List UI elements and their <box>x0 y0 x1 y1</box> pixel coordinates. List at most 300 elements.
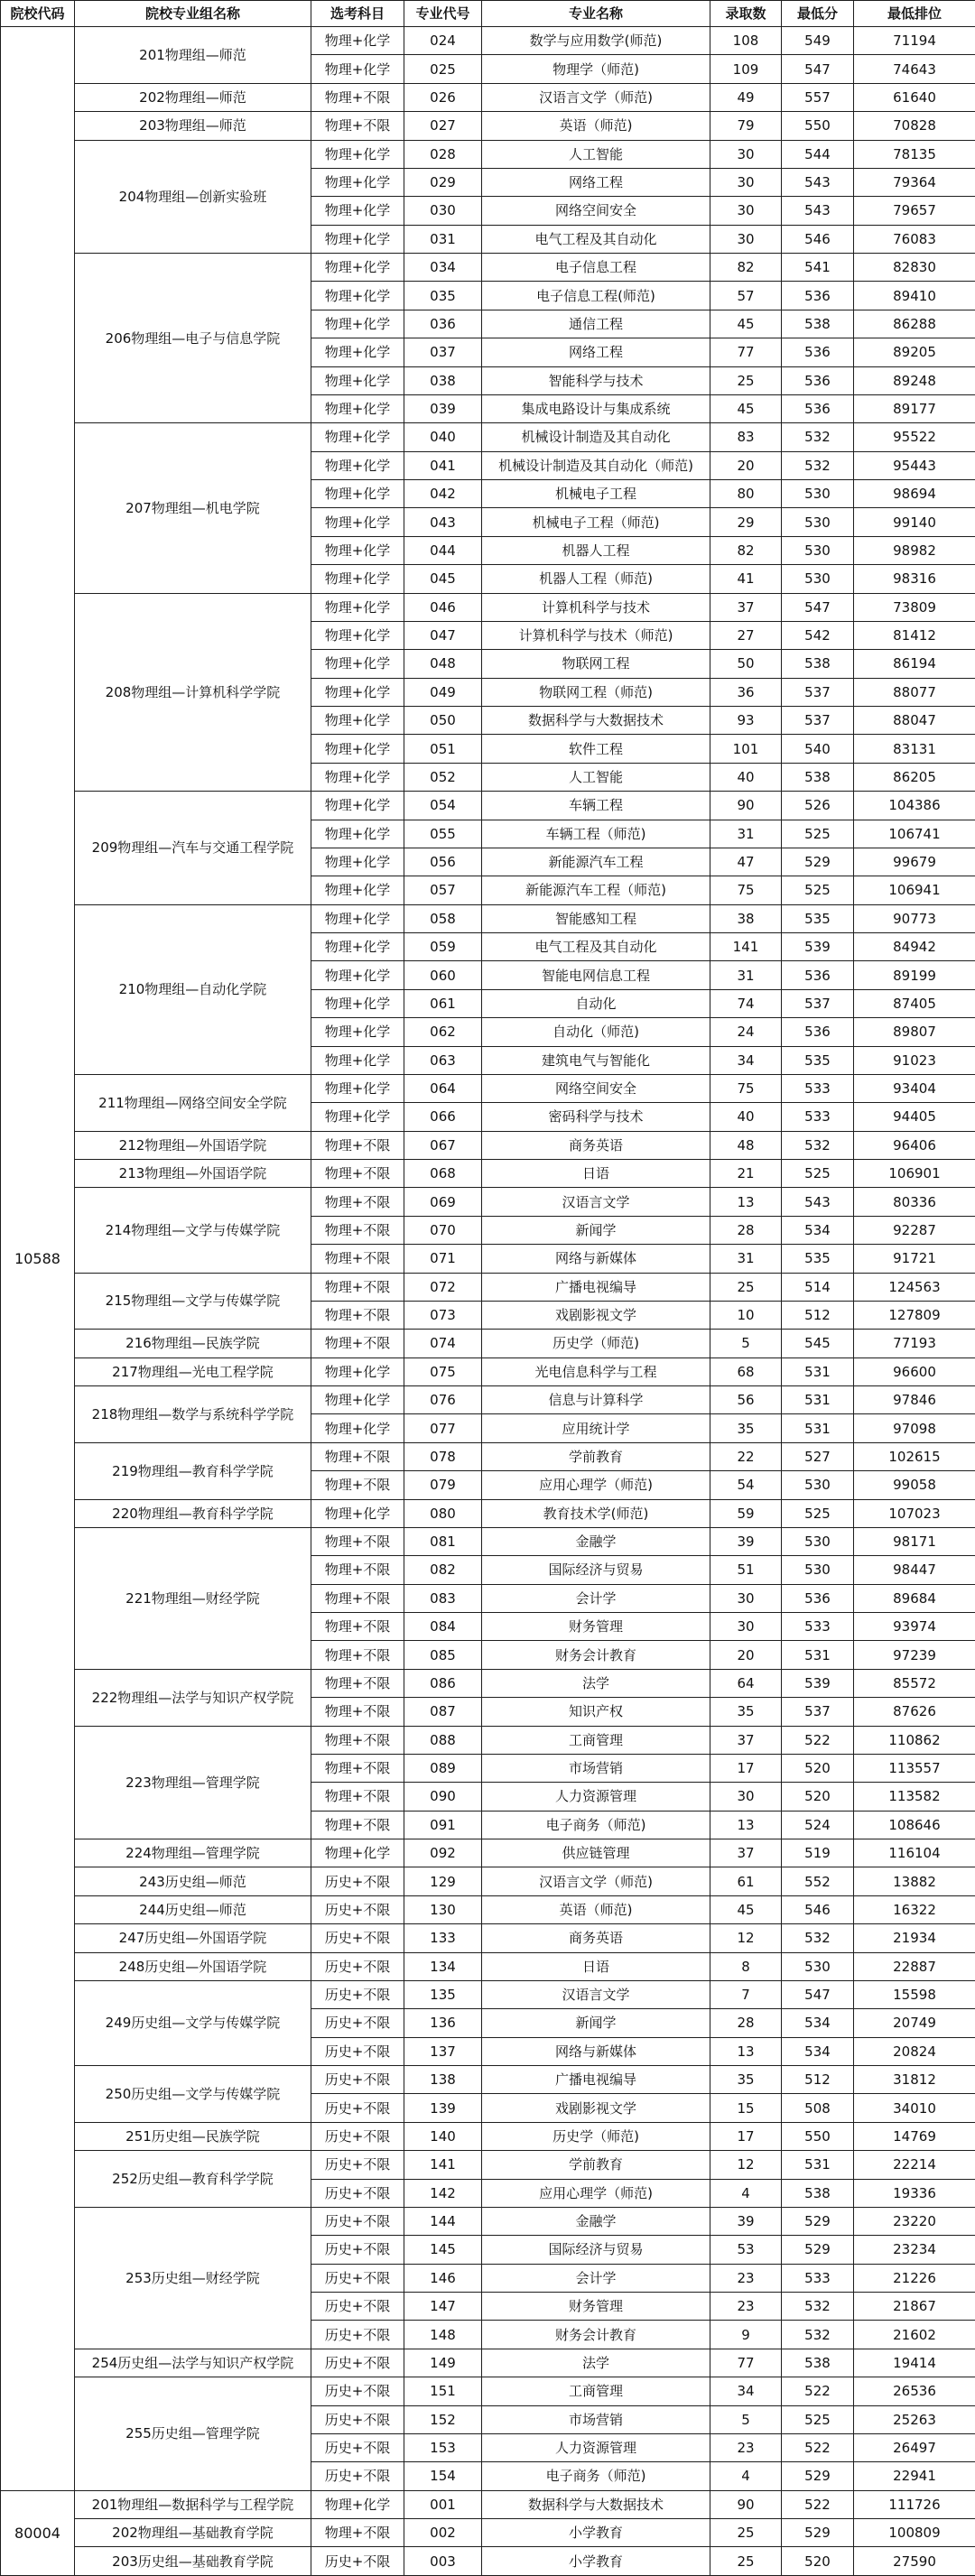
min-score-cell: 525 <box>782 1160 854 1188</box>
min-rank-cell: 100809 <box>854 2519 975 2547</box>
min-score-cell: 520 <box>782 1783 854 1811</box>
admitted-cell: 35 <box>710 1414 782 1442</box>
table-row <box>1 1867 975 1895</box>
admitted-cell: 35 <box>710 2066 782 2094</box>
major-name-cell: 网络与新媒体 <box>482 2037 710 2065</box>
major-code-cell: 040 <box>404 423 482 451</box>
min-score-cell: 538 <box>782 310 854 338</box>
admitted-cell: 17 <box>710 2122 782 2150</box>
min-rank-cell: 113557 <box>854 1754 975 1782</box>
major-name-cell: 建筑电气与智能化 <box>482 1046 710 1074</box>
table-row <box>1 2066 975 2094</box>
min-score-cell: 538 <box>782 650 854 678</box>
min-rank-cell: 26536 <box>854 2377 975 2405</box>
subjects-cell: 物理+化学 <box>311 197 404 225</box>
major-name-cell: 应用心理学（师范) <box>482 2179 710 2207</box>
group-name-cell: 250历史组—文学与传媒学院 <box>75 2066 311 2123</box>
admitted-cell: 90 <box>710 2490 782 2518</box>
major-code-cell: 084 <box>404 1613 482 1641</box>
major-name-cell: 智能感知工程 <box>482 904 710 932</box>
admitted-cell: 17 <box>710 1754 782 1782</box>
admitted-cell: 12 <box>710 2151 782 2179</box>
table-row <box>1 1669 975 1697</box>
subjects-cell: 物理+化学 <box>311 933 404 961</box>
min-rank-cell: 89248 <box>854 366 975 394</box>
major-code-cell: 064 <box>404 1074 482 1102</box>
subjects-cell: 物理+不限 <box>311 1301 404 1329</box>
admitted-cell: 75 <box>710 876 782 904</box>
subjects-cell: 物理+不限 <box>311 1641 404 1669</box>
min-rank-cell: 26497 <box>854 2433 975 2461</box>
admitted-cell: 39 <box>710 2207 782 2235</box>
admitted-cell: 40 <box>710 1103 782 1131</box>
major-name-cell: 小学教育 <box>482 2519 710 2547</box>
min-score-cell: 529 <box>782 2519 854 2547</box>
min-score-cell: 532 <box>782 1131 854 1159</box>
table-row <box>1 2349 975 2377</box>
major-code-cell: 061 <box>404 989 482 1017</box>
group-name-cell: 207物理组—机电学院 <box>75 423 311 593</box>
group-name-cell: 212物理组—外国语学院 <box>75 1131 311 1159</box>
admitted-cell: 9 <box>710 2321 782 2349</box>
subjects-cell: 物理+不限 <box>311 1188 404 1216</box>
table-row <box>1 1895 975 1923</box>
major-code-cell: 129 <box>404 1867 482 1895</box>
min-score-cell: 522 <box>782 2377 854 2405</box>
admitted-cell: 101 <box>710 735 782 763</box>
group-name-cell: 243历史组—师范 <box>75 1867 311 1895</box>
min-rank-cell: 98982 <box>854 536 975 564</box>
admitted-cell: 68 <box>710 1357 782 1385</box>
admitted-cell: 15 <box>710 2094 782 2122</box>
min-rank-cell: 15598 <box>854 1980 975 2008</box>
subjects-cell: 物理+不限 <box>311 1754 404 1782</box>
subjects-cell: 物理+化学 <box>311 338 404 366</box>
major-name-cell: 金融学 <box>482 2207 710 2235</box>
admitted-cell: 30 <box>710 168 782 196</box>
min-score-cell: 522 <box>782 1726 854 1754</box>
group-name-cell: 218物理组—数学与系统科学学院 <box>75 1386 311 1443</box>
min-score-cell: 512 <box>782 1301 854 1329</box>
major-name-cell: 应用心理学（师范) <box>482 1471 710 1499</box>
admitted-cell: 7 <box>710 1980 782 2008</box>
subjects-cell: 历史+不限 <box>311 1980 404 2008</box>
min-rank-cell: 104386 <box>854 792 975 820</box>
group-name-cell: 209物理组—汽车与交通工程学院 <box>75 792 311 905</box>
table-row <box>1 2377 975 2405</box>
admitted-cell: 34 <box>710 1046 782 1074</box>
subjects-cell: 历史+不限 <box>311 2151 404 2179</box>
min-rank-cell: 20824 <box>854 2037 975 2065</box>
min-score-cell: 531 <box>782 1386 854 1414</box>
major-code-cell: 077 <box>404 1414 482 1442</box>
admitted-cell: 13 <box>710 2037 782 2065</box>
min-score-cell: 542 <box>782 621 854 649</box>
subjects-cell: 物理+不限 <box>311 1584 404 1612</box>
min-rank-cell: 89807 <box>854 1018 975 1046</box>
major-code-cell: 068 <box>404 1160 482 1188</box>
major-code-cell: 089 <box>404 1754 482 1782</box>
group-name-cell: 203历史组—基础教育学院 <box>75 2547 311 2576</box>
major-name-cell: 网络工程 <box>482 338 710 366</box>
min-score-cell: 534 <box>782 2037 854 2065</box>
group-name-cell: 221物理组—财经学院 <box>75 1527 311 1669</box>
min-rank-cell: 89684 <box>854 1584 975 1612</box>
min-score-cell: 537 <box>782 678 854 706</box>
min-score-cell: 543 <box>782 1188 854 1216</box>
min-rank-cell: 78135 <box>854 140 975 168</box>
major-code-cell: 069 <box>404 1188 482 1216</box>
major-code-cell: 054 <box>404 792 482 820</box>
major-code-cell: 151 <box>404 2377 482 2405</box>
major-name-cell: 车辆工程 <box>482 792 710 820</box>
min-rank-cell: 21867 <box>854 2293 975 2321</box>
admitted-cell: 39 <box>710 1527 782 1555</box>
min-score-cell: 533 <box>782 2264 854 2292</box>
admitted-cell: 12 <box>710 1924 782 1952</box>
major-code-cell: 052 <box>404 763 482 791</box>
major-code-cell: 133 <box>404 1924 482 1952</box>
min-rank-cell: 96406 <box>854 1131 975 1159</box>
major-code-cell: 154 <box>404 2462 482 2490</box>
major-name-cell: 日语 <box>482 1160 710 1188</box>
major-code-cell: 092 <box>404 1839 482 1867</box>
major-name-cell: 金融学 <box>482 1527 710 1555</box>
major-code-cell: 138 <box>404 2066 482 2094</box>
major-name-cell: 电气工程及其自动化 <box>482 225 710 253</box>
group-name-cell: 251历史组—民族学院 <box>75 2122 311 2150</box>
major-code-cell: 072 <box>404 1273 482 1301</box>
subjects-cell: 物理+化学 <box>311 366 404 394</box>
min-rank-cell: 124563 <box>854 1273 975 1301</box>
subjects-cell: 物理+不限 <box>311 1442 404 1470</box>
major-code-cell: 149 <box>404 2349 482 2377</box>
subjects-cell: 物理+化学 <box>311 1074 404 1102</box>
min-score-cell: 522 <box>782 2433 854 2461</box>
min-rank-cell: 74643 <box>854 55 975 83</box>
major-code-cell: 049 <box>404 678 482 706</box>
min-rank-cell: 113582 <box>854 1783 975 1811</box>
subjects-cell: 物理+化学 <box>311 565 404 593</box>
group-name-cell: 203物理组—师范 <box>75 112 311 140</box>
major-code-cell: 146 <box>404 2264 482 2292</box>
major-code-cell: 058 <box>404 904 482 932</box>
group-name-cell: 202物理组—师范 <box>75 83 311 111</box>
admitted-cell: 108 <box>710 27 782 55</box>
subjects-cell: 物理+不限 <box>311 1216 404 1244</box>
group-name-cell: 201物理组—数据科学与工程学院 <box>75 2490 311 2518</box>
major-name-cell: 机械设计制造及其自动化（师范) <box>482 451 710 479</box>
min-score-cell: 519 <box>782 1839 854 1867</box>
admitted-cell: 57 <box>710 282 782 310</box>
header-subjects: 选考科目 <box>311 1 404 27</box>
major-name-cell: 人工智能 <box>482 763 710 791</box>
major-name-cell: 网络空间安全 <box>482 197 710 225</box>
group-name-cell: 252历史组—教育科学学院 <box>75 2151 311 2208</box>
major-name-cell: 信息与计算科学 <box>482 1386 710 1414</box>
min-rank-cell: 13882 <box>854 1867 975 1895</box>
min-rank-cell: 81412 <box>854 621 975 649</box>
major-code-cell: 067 <box>404 1131 482 1159</box>
subjects-cell: 物理+化学 <box>311 707 404 735</box>
min-rank-cell: 87405 <box>854 989 975 1017</box>
group-name-cell: 213物理组—外国语学院 <box>75 1160 311 1188</box>
admitted-cell: 141 <box>710 933 782 961</box>
subjects-cell: 历史+不限 <box>311 2207 404 2235</box>
major-code-cell: 030 <box>404 197 482 225</box>
table-row <box>1 2519 975 2547</box>
subjects-cell: 物理+不限 <box>311 1556 404 1584</box>
major-code-cell: 028 <box>404 140 482 168</box>
subjects-cell: 物理+化学 <box>311 451 404 479</box>
major-code-cell: 080 <box>404 1499 482 1527</box>
subjects-cell: 历史+不限 <box>311 1952 404 1980</box>
table-row <box>1 792 975 820</box>
table-row <box>1 1273 975 1301</box>
table-row <box>1 1839 975 1867</box>
admitted-cell: 10 <box>710 1301 782 1329</box>
admitted-cell: 109 <box>710 55 782 83</box>
admitted-cell: 51 <box>710 1556 782 1584</box>
min-rank-cell: 98694 <box>854 480 975 508</box>
min-rank-cell: 70828 <box>854 112 975 140</box>
subjects-cell: 物理+化学 <box>311 168 404 196</box>
group-name-cell: 223物理组—管理学院 <box>75 1726 311 1839</box>
subjects-cell: 物理+化学 <box>311 876 404 904</box>
min-rank-cell: 23234 <box>854 2236 975 2264</box>
subjects-cell: 历史+不限 <box>311 2547 404 2576</box>
admitted-cell: 13 <box>710 1811 782 1839</box>
major-name-cell: 软件工程 <box>482 735 710 763</box>
header-major-code: 专业代号 <box>404 1 482 27</box>
major-name-cell: 新闻学 <box>482 1216 710 1244</box>
table-row <box>1 2207 975 2235</box>
major-code-cell: 140 <box>404 2122 482 2150</box>
major-name-cell: 知识产权 <box>482 1698 710 1726</box>
min-score-cell: 530 <box>782 1527 854 1555</box>
major-code-cell: 051 <box>404 735 482 763</box>
admitted-cell: 82 <box>710 536 782 564</box>
min-rank-cell: 71194 <box>854 27 975 55</box>
major-code-cell: 039 <box>404 394 482 422</box>
major-code-cell: 076 <box>404 1386 482 1414</box>
major-name-cell: 商务英语 <box>482 1131 710 1159</box>
min-score-cell: 531 <box>782 2151 854 2179</box>
major-name-cell: 汉语言文学（师范) <box>482 83 710 111</box>
group-name-cell: 255历史组—管理学院 <box>75 2377 311 2491</box>
subjects-cell: 历史+不限 <box>311 2037 404 2065</box>
header-min-score: 最低分 <box>782 1 854 27</box>
min-score-cell: 535 <box>782 904 854 932</box>
table-row <box>1 1386 975 1414</box>
table-row <box>1 140 975 168</box>
subjects-cell: 物理+不限 <box>311 112 404 140</box>
major-code-cell: 024 <box>404 27 482 55</box>
group-name-cell: 222物理组—法学与知识产权学院 <box>75 1669 311 1726</box>
admitted-cell: 4 <box>710 2179 782 2207</box>
major-name-cell: 数学与应用数学(师范) <box>482 27 710 55</box>
major-name-cell: 自动化（师范) <box>482 1018 710 1046</box>
major-name-cell: 车辆工程（师范) <box>482 820 710 848</box>
major-name-cell: 工商管理 <box>482 2377 710 2405</box>
major-code-cell: 042 <box>404 480 482 508</box>
major-name-cell: 网络空间安全 <box>482 1074 710 1102</box>
min-rank-cell: 98171 <box>854 1527 975 1555</box>
major-name-cell: 新闻学 <box>482 2009 710 2037</box>
subjects-cell: 物理+不限 <box>311 2519 404 2547</box>
min-rank-cell: 127809 <box>854 1301 975 1329</box>
subjects-cell: 物理+化学 <box>311 1386 404 1414</box>
admitted-cell: 54 <box>710 1471 782 1499</box>
major-name-cell: 会计学 <box>482 1584 710 1612</box>
min-rank-cell: 79657 <box>854 197 975 225</box>
major-name-cell: 数据科学与大数据技术 <box>482 707 710 735</box>
table-row <box>1 593 975 621</box>
major-name-cell: 历史学（师范) <box>482 1330 710 1357</box>
min-rank-cell: 88077 <box>854 678 975 706</box>
major-name-cell: 商务英语 <box>482 1924 710 1952</box>
min-score-cell: 543 <box>782 197 854 225</box>
subjects-cell: 历史+不限 <box>311 1867 404 1895</box>
table-row <box>1 423 975 451</box>
table-row <box>1 1726 975 1754</box>
group-name-cell: 244历史组—师范 <box>75 1895 311 1923</box>
min-score-cell: 532 <box>782 2293 854 2321</box>
min-rank-cell: 22941 <box>854 2462 975 2490</box>
major-code-cell: 090 <box>404 1783 482 1811</box>
major-name-cell: 物联网工程（师范) <box>482 678 710 706</box>
subjects-cell: 物理+化学 <box>311 1046 404 1074</box>
group-name-cell: 215物理组—文学与传媒学院 <box>75 1273 311 1330</box>
min-score-cell: 545 <box>782 1330 854 1357</box>
min-rank-cell: 106741 <box>854 820 975 848</box>
min-score-cell: 529 <box>782 2207 854 2235</box>
group-name-cell: 247历史组—外国语学院 <box>75 1924 311 1952</box>
group-name-cell: 253历史组—财经学院 <box>75 2207 311 2349</box>
subjects-cell: 物理+化学 <box>311 621 404 649</box>
major-name-cell: 网络工程 <box>482 168 710 196</box>
min-score-cell: 525 <box>782 1499 854 1527</box>
admitted-cell: 83 <box>710 423 782 451</box>
major-code-cell: 088 <box>404 1726 482 1754</box>
admitted-cell: 64 <box>710 1669 782 1697</box>
admitted-cell: 37 <box>710 593 782 621</box>
major-name-cell: 电子信息工程(师范) <box>482 282 710 310</box>
subjects-cell: 物理+化学 <box>311 792 404 820</box>
major-code-cell: 152 <box>404 2405 482 2433</box>
admitted-cell: 28 <box>710 1216 782 1244</box>
admitted-cell: 30 <box>710 197 782 225</box>
major-name-cell: 网络与新媒体 <box>482 1245 710 1273</box>
min-rank-cell: 108646 <box>854 1811 975 1839</box>
group-name-cell: 204物理组—创新实验班 <box>75 140 311 254</box>
admitted-cell: 23 <box>710 2293 782 2321</box>
major-code-cell: 087 <box>404 1698 482 1726</box>
subjects-cell: 物理+化学 <box>311 1839 404 1867</box>
min-score-cell: 541 <box>782 254 854 282</box>
table-row <box>1 2151 975 2179</box>
admitted-cell: 77 <box>710 338 782 366</box>
min-score-cell: 533 <box>782 1074 854 1102</box>
subjects-cell: 历史+不限 <box>311 1895 404 1923</box>
major-name-cell: 广播电视编导 <box>482 2066 710 2094</box>
major-name-cell: 应用统计学 <box>482 1414 710 1442</box>
admitted-cell: 37 <box>710 1839 782 1867</box>
min-score-cell: 530 <box>782 536 854 564</box>
admitted-cell: 30 <box>710 1584 782 1612</box>
major-code-cell: 057 <box>404 876 482 904</box>
min-rank-cell: 102615 <box>854 1442 975 1470</box>
min-score-cell: 557 <box>782 83 854 111</box>
major-code-cell: 086 <box>404 1669 482 1697</box>
subjects-cell: 物理+化学 <box>311 1357 404 1385</box>
min-rank-cell: 84942 <box>854 933 975 961</box>
min-score-cell: 543 <box>782 168 854 196</box>
major-code-cell: 029 <box>404 168 482 196</box>
major-code-cell: 045 <box>404 565 482 593</box>
min-rank-cell: 106941 <box>854 876 975 904</box>
major-code-cell: 063 <box>404 1046 482 1074</box>
subjects-cell: 物理+不限 <box>311 1811 404 1839</box>
min-score-cell: 547 <box>782 593 854 621</box>
min-rank-cell: 95443 <box>854 451 975 479</box>
subjects-cell: 物理+不限 <box>311 1160 404 1188</box>
min-rank-cell: 80336 <box>854 1188 975 1216</box>
min-score-cell: 533 <box>782 1103 854 1131</box>
min-rank-cell: 116104 <box>854 1839 975 1867</box>
table-row <box>1 1952 975 1980</box>
min-rank-cell: 27590 <box>854 2547 975 2576</box>
admitted-cell: 45 <box>710 310 782 338</box>
major-name-cell: 汉语言文学 <box>482 1980 710 2008</box>
major-name-cell: 戏剧影视文学 <box>482 1301 710 1329</box>
major-code-cell: 147 <box>404 2293 482 2321</box>
major-name-cell: 财务管理 <box>482 2293 710 2321</box>
min-score-cell: 534 <box>782 1216 854 1244</box>
school-code-cell: 80004 <box>1 2490 75 2575</box>
major-name-cell: 光电信息科学与工程 <box>482 1357 710 1385</box>
subjects-cell: 物理+化学 <box>311 394 404 422</box>
group-name-cell: 214物理组—文学与传媒学院 <box>75 1188 311 1273</box>
admitted-cell: 77 <box>710 2349 782 2377</box>
major-name-cell: 小学教育 <box>482 2547 710 2576</box>
min-rank-cell: 110862 <box>854 1726 975 1754</box>
major-code-cell: 075 <box>404 1357 482 1385</box>
admitted-cell: 36 <box>710 678 782 706</box>
subjects-cell: 物理+不限 <box>311 1527 404 1555</box>
min-score-cell: 536 <box>782 1018 854 1046</box>
table-row <box>1 1330 975 1357</box>
major-name-cell: 工商管理 <box>482 1726 710 1754</box>
min-rank-cell: 31812 <box>854 2066 975 2094</box>
school-code-cell: 10588 <box>1 27 75 2491</box>
subjects-cell: 物理+化学 <box>311 763 404 791</box>
subjects-cell: 历史+不限 <box>311 2122 404 2150</box>
major-code-cell: 026 <box>404 83 482 111</box>
min-score-cell: 531 <box>782 1357 854 1385</box>
min-rank-cell: 89199 <box>854 961 975 989</box>
min-score-cell: 540 <box>782 735 854 763</box>
header-min-rank: 最低排位 <box>854 1 975 27</box>
subjects-cell: 物理+不限 <box>311 1471 404 1499</box>
min-rank-cell: 97239 <box>854 1641 975 1669</box>
table-row <box>1 83 975 111</box>
major-code-cell: 038 <box>404 366 482 394</box>
subjects-cell: 物理+化学 <box>311 254 404 282</box>
subjects-cell: 历史+不限 <box>311 2321 404 2349</box>
major-name-cell: 法学 <box>482 1669 710 1697</box>
min-rank-cell: 107023 <box>854 1499 975 1527</box>
